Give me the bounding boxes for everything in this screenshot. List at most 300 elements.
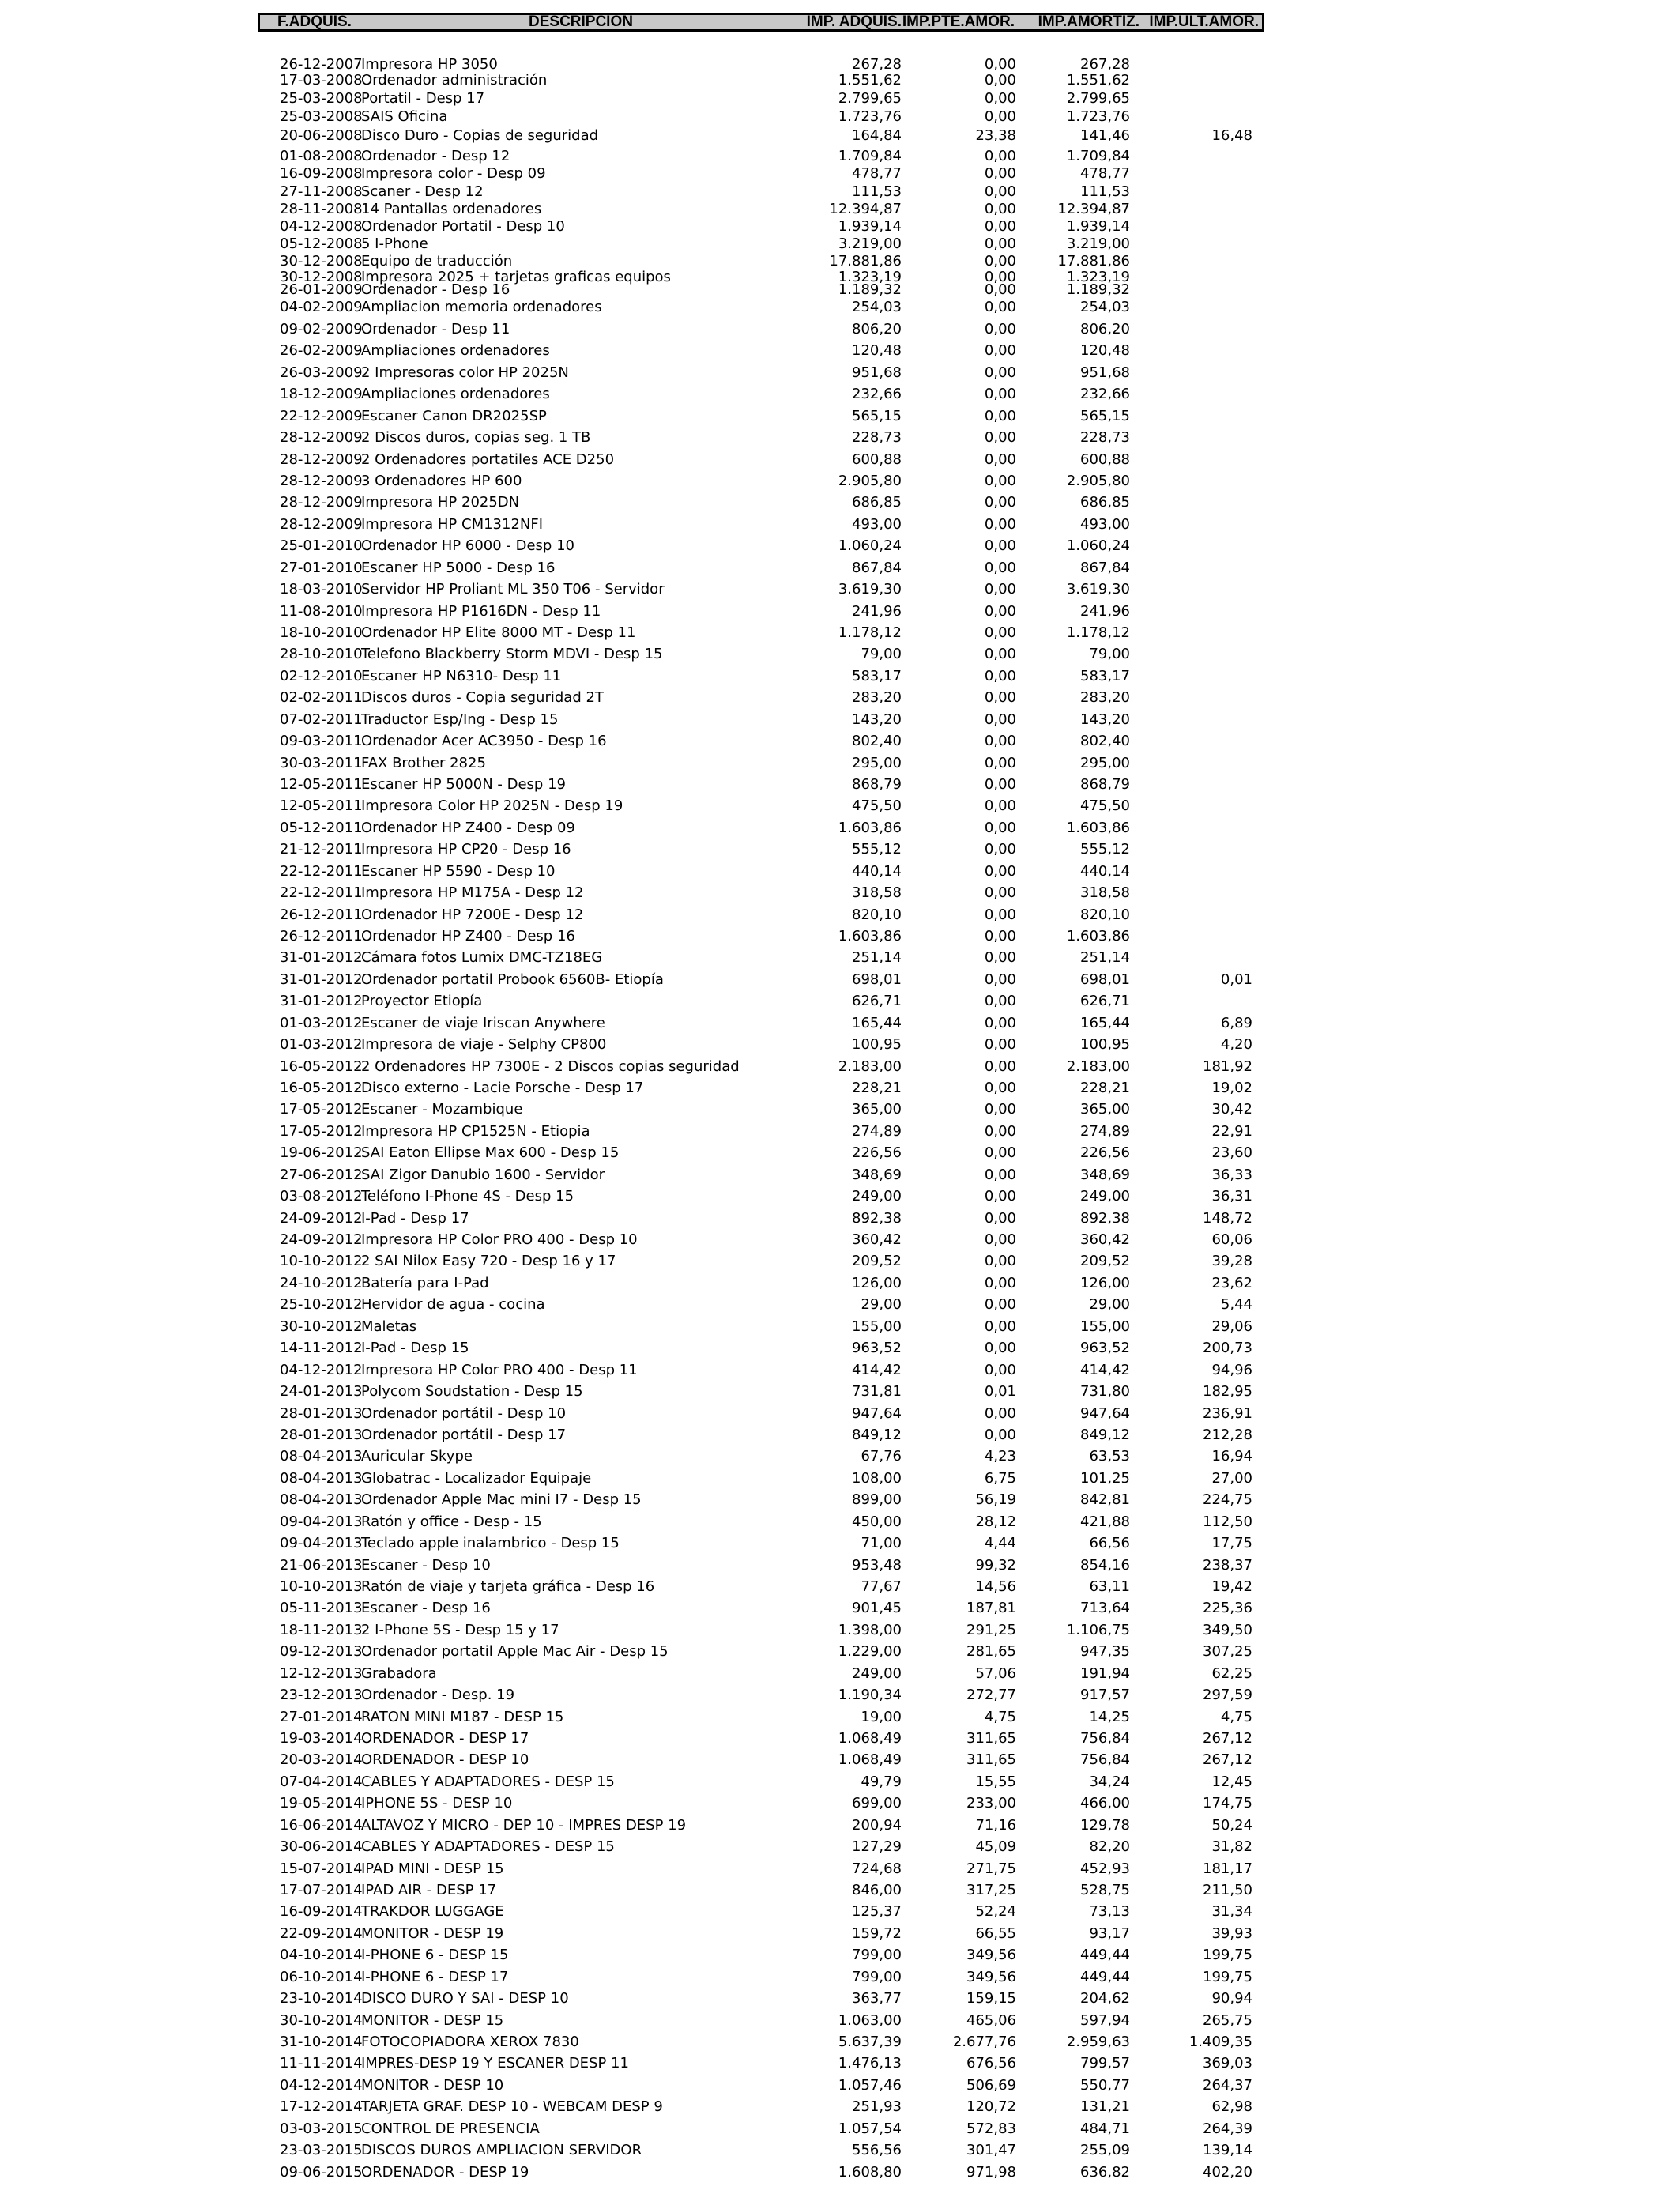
row-acquisition-amount: 125,37 (852, 1903, 902, 1920)
row-pending-amortization: 0,00 (984, 148, 1016, 164)
row-acquisition-amount: 1.603,86 (838, 928, 902, 944)
row-description: ALTAVOZ Y MICRO - DEP 10 - IMPRES DESP 19 (361, 1817, 687, 1834)
row-date: 28-12-2009 (280, 451, 363, 468)
row-acquisition-amount: 556,56 (852, 2142, 902, 2158)
row-date: 16-05-2012 (280, 1058, 363, 1075)
row-acquisition-amount: 951,68 (852, 364, 902, 381)
row-pending-amortization: 2.677,76 (952, 2034, 1016, 2050)
row-pending-amortization: 0,00 (984, 971, 1016, 988)
row-acquisition-amount: 1.057,46 (838, 2077, 902, 2094)
row-date: 23-03-2015 (280, 2142, 363, 2158)
row-amortized-amount: 449,44 (1080, 1969, 1130, 1985)
row-last-amortization: 236,91 (1203, 1405, 1252, 1422)
table-row (0, 581, 1680, 598)
row-description: Ordenador HP Z400 - Desp 09 (361, 820, 575, 836)
row-acquisition-amount: 867,84 (852, 560, 902, 576)
row-description: SAI Zigor Danubio 1600 - Servidor (361, 1167, 605, 1183)
row-last-amortization: 349,50 (1203, 1622, 1252, 1638)
row-pending-amortization: 0,00 (984, 797, 1016, 814)
row-date: 05-11-2013 (280, 1600, 363, 1616)
row-last-amortization: 36,33 (1211, 1167, 1252, 1183)
row-date: 12-05-2011 (280, 776, 363, 793)
table-row (0, 2120, 1680, 2138)
table-row (0, 949, 1680, 967)
row-acquisition-amount: 699,00 (852, 1795, 902, 1811)
row-amortized-amount: 713,64 (1080, 1600, 1130, 1616)
row-last-amortization: 182,95 (1203, 1383, 1252, 1400)
row-date: 16-06-2014 (280, 1817, 363, 1834)
row-description: Ordenador portatil Probook 6560B- Etiopía (361, 971, 664, 988)
row-last-amortization: 27,00 (1211, 1470, 1252, 1487)
row-description: Ordenador portátil - Desp 17 (361, 1427, 567, 1443)
row-acquisition-amount: 846,00 (852, 1882, 902, 1898)
table-row (0, 108, 1680, 126)
table-row (0, 1903, 1680, 1921)
row-date: 15-07-2014 (280, 1860, 363, 1877)
row-date: 28-01-2013 (280, 1405, 363, 1422)
row-acquisition-amount: 626,71 (852, 993, 902, 1009)
row-date: 05-12-2011 (280, 820, 363, 836)
row-pending-amortization: 66,55 (975, 1925, 1016, 1942)
row-description: Servidor HP Proliant ML 350 T06 - Servidor (361, 581, 665, 598)
row-description: I-PHONE 6 - DESP 17 (361, 1969, 509, 1985)
row-last-amortization: 90,94 (1211, 1990, 1252, 2007)
row-pending-amortization: 0,00 (984, 993, 1016, 1009)
row-acquisition-amount: 348,69 (852, 1167, 902, 1183)
row-last-amortization: 62,25 (1211, 1665, 1252, 1682)
row-description: SAI Eaton Ellipse Max 600 - Desp 15 (361, 1144, 620, 1161)
row-pending-amortization: 0,00 (984, 1144, 1016, 1161)
row-date: 01-03-2012 (280, 1015, 363, 1031)
row-last-amortization: 12,45 (1211, 1774, 1252, 1790)
row-amortized-amount: 14,25 (1089, 1709, 1130, 1725)
table-row (0, 1817, 1680, 1834)
row-amortized-amount: 360,42 (1080, 1231, 1130, 1248)
row-description: ORDENADOR - DESP 10 (361, 1751, 529, 1768)
table-row (0, 884, 1680, 902)
row-acquisition-amount: 493,00 (852, 516, 902, 533)
table-row (0, 516, 1680, 533)
row-date: 01-03-2012 (280, 1036, 363, 1053)
row-last-amortization: 30,42 (1211, 1101, 1252, 1118)
table-row (0, 1253, 1680, 1270)
table-row (0, 342, 1680, 360)
row-pending-amortization: 317,25 (966, 1882, 1016, 1898)
table-row (0, 537, 1680, 555)
row-amortized-amount: 283,20 (1080, 689, 1130, 706)
row-amortized-amount: 1.178,12 (1066, 624, 1130, 641)
row-date: 24-01-2013 (280, 1383, 363, 1400)
row-description: Ordenador Acer AC3950 - Desp 16 (361, 733, 607, 749)
row-date: 28-12-2009 (280, 494, 363, 511)
row-amortized-amount: 799,57 (1080, 2055, 1130, 2071)
row-last-amortization: 39,93 (1211, 1925, 1252, 1942)
row-amortized-amount: 528,75 (1080, 1882, 1130, 1898)
row-date: 11-11-2014 (280, 2055, 363, 2071)
table-row (0, 1405, 1680, 1423)
row-date: 27-06-2012 (280, 1167, 363, 1183)
row-amortized-amount: 126,00 (1080, 1275, 1130, 1291)
row-pending-amortization: 0,00 (984, 646, 1016, 662)
row-description: Teléfono I-Phone 4S - Desp 15 (361, 1188, 574, 1204)
row-date: 24-10-2012 (280, 1275, 363, 1291)
row-acquisition-amount: 868,79 (852, 776, 902, 793)
row-pending-amortization: 0,00 (984, 201, 1016, 217)
row-date: 17-07-2014 (280, 1882, 363, 1898)
row-last-amortization: 181,17 (1203, 1860, 1252, 1877)
row-pending-amortization: 0,00 (984, 1275, 1016, 1291)
row-description: Impresora HP P1616DN - Desp 11 (361, 603, 601, 620)
row-acquisition-amount: 799,00 (852, 1947, 902, 1963)
table-row (0, 1774, 1680, 1791)
row-date: 28-12-2009 (280, 429, 363, 446)
table-row (0, 1751, 1680, 1769)
row-amortized-amount: 731,80 (1080, 1383, 1130, 1400)
row-acquisition-amount: 209,52 (852, 1253, 902, 1269)
row-amortized-amount: 626,71 (1080, 993, 1130, 1009)
row-description: ORDENADOR - DESP 19 (361, 2164, 529, 2181)
row-acquisition-amount: 3.219,00 (838, 236, 902, 252)
row-date: 26-12-2011 (280, 928, 363, 944)
table-row (0, 1643, 1680, 1661)
row-last-amortization: 139,14 (1203, 2142, 1252, 2158)
row-description: MONITOR - DESP 19 (361, 1925, 504, 1942)
row-pending-amortization: 0,00 (984, 473, 1016, 489)
row-description: Ordenador - Desp 11 (361, 321, 510, 337)
row-amortized-amount: 1.723,76 (1066, 108, 1130, 125)
row-amortized-amount: 1.939,14 (1066, 218, 1130, 235)
row-date: 01-08-2008 (280, 148, 363, 164)
row-date: 03-08-2012 (280, 1188, 363, 1204)
table-row (0, 1838, 1680, 1856)
row-acquisition-amount: 1.068,49 (838, 1751, 902, 1768)
row-amortized-amount: 254,03 (1080, 299, 1130, 315)
row-acquisition-amount: 1.551,62 (838, 72, 902, 89)
table-row (0, 183, 1680, 201)
row-last-amortization: 16,94 (1211, 1448, 1252, 1465)
header-amortized-amount: IMP.AMORTIZ. (1038, 13, 1139, 30)
row-description: Ampliaciones ordenadores (361, 386, 550, 402)
row-description: Ordenador HP 7200E - Desp 12 (361, 907, 584, 923)
row-pending-amortization: 0,00 (984, 90, 1016, 107)
row-last-amortization: 267,12 (1203, 1751, 1252, 1768)
row-description: FAX Brother 2825 (361, 755, 486, 771)
row-pending-amortization: 281,65 (966, 1643, 1016, 1660)
row-acquisition-amount: 799,00 (852, 1969, 902, 1985)
row-acquisition-amount: 414,42 (852, 1362, 902, 1378)
row-date: 20-06-2008 (280, 127, 363, 144)
row-description: Telefono Blackberry Storm MDVI - Desp 15 (361, 646, 663, 662)
row-last-amortization: 264,39 (1203, 2120, 1252, 2137)
row-description: IPAD MINI - DESP 15 (361, 1860, 504, 1877)
row-description: Impresora Color HP 2025N - Desp 19 (361, 797, 623, 814)
row-description: IMPRES-DESP 19 Y ESCANER DESP 11 (361, 2055, 629, 2071)
row-date: 27-11-2008 (280, 183, 363, 200)
row-acquisition-amount: 251,93 (852, 2098, 902, 2115)
table-row (0, 1882, 1680, 1899)
row-date: 30-10-2014 (280, 2012, 363, 2029)
row-description: Escaner - Mozambique (361, 1101, 523, 1118)
row-date: 09-06-2015 (280, 2164, 363, 2181)
row-pending-amortization: 0,00 (984, 755, 1016, 771)
row-last-amortization: 199,75 (1203, 1947, 1252, 1963)
table-row (0, 2077, 1680, 2094)
row-description: Ordenador HP Z400 - Desp 16 (361, 928, 575, 944)
table-row (0, 1015, 1680, 1032)
row-date: 28-12-2009 (280, 516, 363, 533)
row-last-amortization: 181,92 (1203, 1058, 1252, 1075)
row-pending-amortization: 0,00 (984, 269, 1016, 285)
row-acquisition-amount: 2.183,00 (838, 1058, 902, 1075)
row-pending-amortization: 272,77 (966, 1687, 1016, 1703)
row-pending-amortization: 0,00 (984, 1362, 1016, 1378)
row-amortized-amount: 917,57 (1080, 1687, 1130, 1703)
table-row (0, 797, 1680, 815)
row-pending-amortization: 0,00 (984, 516, 1016, 533)
header-last-amortization: IMP.ULT.AMOR. (1149, 13, 1259, 30)
row-last-amortization: 4,75 (1220, 1709, 1252, 1725)
row-acquisition-amount: 365,00 (852, 1101, 902, 1118)
row-date: 30-06-2014 (280, 1838, 363, 1855)
row-description: Globatrac - Localizador Equipaje (361, 1470, 592, 1487)
table-row (0, 2055, 1680, 2072)
table-row (0, 1730, 1680, 1747)
row-acquisition-amount: 1.068,49 (838, 1730, 902, 1747)
row-description: Impresora HP CP1525N - Etiopia (361, 1123, 590, 1140)
row-pending-amortization: 15,55 (975, 1774, 1016, 1790)
table-row (0, 1188, 1680, 1205)
row-last-amortization: 267,12 (1203, 1730, 1252, 1747)
table-row (0, 321, 1680, 338)
row-description: Discos duros - Copia seguridad 2T (361, 689, 604, 706)
row-last-amortization: 5,44 (1220, 1296, 1252, 1313)
row-amortized-amount: 63,11 (1089, 1578, 1130, 1595)
row-date: 25-03-2008 (280, 90, 363, 107)
row-date: 11-08-2010 (280, 603, 363, 620)
table-row (0, 1101, 1680, 1118)
row-acquisition-amount: 947,64 (852, 1405, 902, 1422)
row-description: Batería para I-Pad (361, 1275, 489, 1291)
row-amortized-amount: 600,88 (1080, 451, 1130, 468)
row-amortized-amount: 449,44 (1080, 1947, 1130, 1963)
table-row (0, 603, 1680, 620)
row-date: 17-12-2014 (280, 2098, 363, 2115)
row-acquisition-amount: 241,96 (852, 603, 902, 620)
row-description: FOTOCOPIADORA XEROX 7830 (361, 2034, 579, 2050)
row-pending-amortization: 0,00 (984, 386, 1016, 402)
table-row (0, 1600, 1680, 1617)
row-date: 04-02-2009 (280, 299, 363, 315)
row-date: 27-01-2010 (280, 560, 363, 576)
row-pending-amortization: 271,75 (966, 1860, 1016, 1877)
row-pending-amortization: 4,23 (984, 1448, 1016, 1465)
row-date: 23-12-2013 (280, 1687, 363, 1703)
row-date: 22-12-2011 (280, 863, 363, 880)
row-date: 09-03-2011 (280, 733, 363, 749)
row-acquisition-amount: 120,48 (852, 342, 902, 359)
row-acquisition-amount: 254,03 (852, 299, 902, 315)
row-description: Ordenador - Desp 12 (361, 148, 510, 164)
row-date: 03-03-2015 (280, 2120, 363, 2137)
row-amortized-amount: 101,25 (1080, 1470, 1130, 1487)
row-amortized-amount: 318,58 (1080, 884, 1130, 901)
row-amortized-amount: 555,12 (1080, 841, 1130, 858)
row-amortized-amount: 947,35 (1080, 1643, 1130, 1660)
row-acquisition-amount: 295,00 (852, 755, 902, 771)
row-description: Ordenador HP 6000 - Desp 10 (361, 537, 574, 554)
row-last-amortization: 297,59 (1203, 1687, 1252, 1703)
row-amortized-amount: 756,84 (1080, 1730, 1130, 1747)
row-description: Maletas (361, 1318, 417, 1335)
row-last-amortization: 94,96 (1211, 1362, 1252, 1378)
row-pending-amortization: 23,38 (975, 127, 1016, 144)
row-pending-amortization: 0,00 (984, 108, 1016, 125)
row-description: Impresora 2025 + tarjetas graficas equipos (361, 269, 671, 285)
row-amortized-amount: 232,66 (1080, 386, 1130, 402)
table-row (0, 863, 1680, 880)
row-date: 28-12-2009 (280, 473, 363, 489)
row-pending-amortization: 0,00 (984, 841, 1016, 858)
row-pending-amortization: 14,56 (975, 1578, 1016, 1595)
row-date: 30-10-2012 (280, 1318, 363, 1335)
table-row (0, 473, 1680, 490)
table-row (0, 1036, 1680, 1054)
row-description: Polycom Soudstation - Desp 15 (361, 1383, 583, 1400)
row-acquisition-amount: 19,00 (861, 1709, 902, 1725)
row-pending-amortization: 99,32 (975, 1557, 1016, 1574)
table-row (0, 1514, 1680, 1531)
row-amortized-amount: 698,01 (1080, 971, 1130, 988)
row-description: Ordenador Apple Mac mini I7 - Desp 15 (361, 1491, 642, 1508)
table-row (0, 148, 1680, 165)
row-amortized-amount: 155,00 (1080, 1318, 1130, 1335)
row-description: Traductor Esp/Ing - Desp 15 (361, 711, 559, 728)
row-acquisition-amount: 77,67 (861, 1578, 902, 1595)
row-amortized-amount: 756,84 (1080, 1751, 1130, 1768)
table-row (0, 299, 1680, 316)
row-description: TARJETA GRAF. DESP 10 - WEBCAM DESP 9 (361, 2098, 663, 2115)
row-amortized-amount: 17.881,86 (1057, 253, 1130, 270)
row-date: 18-11-2013 (280, 1622, 363, 1638)
row-last-amortization: 31,34 (1211, 1903, 1252, 1920)
row-date: 12-05-2011 (280, 797, 363, 814)
row-acquisition-amount: 1.063,00 (838, 2012, 902, 2029)
row-amortized-amount: 1.189,32 (1066, 281, 1130, 298)
table-row (0, 993, 1680, 1010)
table-row (0, 429, 1680, 447)
table-row (0, 1578, 1680, 1596)
row-pending-amortization: 0,01 (984, 1383, 1016, 1400)
row-description: Escaner HP 5000 - Desp 16 (361, 560, 556, 576)
table-row (0, 733, 1680, 750)
row-acquisition-amount: 100,95 (852, 1036, 902, 1053)
row-last-amortization: 16,48 (1211, 127, 1252, 144)
row-acquisition-amount: 127,29 (852, 1838, 902, 1855)
row-amortized-amount: 251,14 (1080, 949, 1130, 966)
row-pending-amortization: 0,00 (984, 236, 1016, 252)
row-amortized-amount: 131,21 (1080, 2098, 1130, 2115)
row-pending-amortization: 120,72 (966, 2098, 1016, 2115)
row-acquisition-amount: 126,00 (852, 1275, 902, 1291)
row-amortized-amount: 63,53 (1089, 1448, 1130, 1465)
row-date: 26-03-2009 (280, 364, 363, 381)
row-date: 09-02-2009 (280, 321, 363, 337)
row-amortized-amount: 867,84 (1080, 560, 1130, 576)
row-date: 30-12-2008 (280, 269, 363, 285)
row-pending-amortization: 0,00 (984, 321, 1016, 337)
row-pending-amortization: 971,98 (966, 2164, 1016, 2181)
row-last-amortization: 17,75 (1211, 1535, 1252, 1551)
table-row (0, 1123, 1680, 1140)
row-description: Escaner HP 5000N - Desp 19 (361, 776, 566, 793)
row-pending-amortization: 0,00 (984, 668, 1016, 684)
row-description: Teclado apple inalambrico - Desp 15 (361, 1535, 620, 1551)
row-pending-amortization: 71,16 (975, 1817, 1016, 1834)
row-pending-amortization: 0,00 (984, 581, 1016, 598)
row-pending-amortization: 0,00 (984, 281, 1016, 298)
row-amortized-amount: 686,85 (1080, 494, 1130, 511)
row-amortized-amount: 141,46 (1080, 127, 1130, 144)
row-amortized-amount: 228,73 (1080, 429, 1130, 446)
table-row (0, 364, 1680, 382)
row-last-amortization: 402,20 (1203, 2164, 1252, 2181)
row-last-amortization: 62,98 (1211, 2098, 1252, 2115)
row-amortized-amount: 120,48 (1080, 342, 1130, 359)
row-date: 19-03-2014 (280, 1730, 363, 1747)
row-acquisition-amount: 67,76 (861, 1448, 902, 1465)
row-description: Impresora HP CP20 - Desp 16 (361, 841, 571, 858)
row-pending-amortization: 0,00 (984, 1058, 1016, 1075)
row-amortized-amount: 82,20 (1089, 1838, 1130, 1855)
row-amortized-amount: 475,50 (1080, 797, 1130, 814)
table-row (0, 1058, 1680, 1076)
row-acquisition-amount: 283,20 (852, 689, 902, 706)
row-date: 10-10-2012 (280, 1253, 363, 1269)
row-last-amortization: 19,02 (1211, 1080, 1252, 1096)
row-pending-amortization: 0,00 (984, 1123, 1016, 1140)
row-date: 17-03-2008 (280, 72, 363, 89)
table-row (0, 928, 1680, 945)
row-amortized-amount: 478,77 (1080, 165, 1130, 182)
row-acquisition-amount: 724,68 (852, 1860, 902, 1877)
row-amortized-amount: 583,17 (1080, 668, 1130, 684)
table-row (0, 841, 1680, 858)
row-description: Escaner Canon DR2025SP (361, 408, 547, 424)
row-amortized-amount: 484,71 (1080, 2120, 1130, 2137)
row-acquisition-amount: 267,28 (852, 56, 902, 73)
row-amortized-amount: 440,14 (1080, 863, 1130, 880)
row-acquisition-amount: 478,77 (852, 165, 902, 182)
row-last-amortization: 225,36 (1203, 1600, 1252, 1616)
row-acquisition-amount: 1.723,76 (838, 108, 902, 125)
row-acquisition-amount: 899,00 (852, 1491, 902, 1508)
row-acquisition-amount: 5.637,39 (838, 2034, 902, 2050)
table-row (0, 494, 1680, 511)
row-date: 19-05-2014 (280, 1795, 363, 1811)
row-pending-amortization: 349,56 (966, 1947, 1016, 1963)
row-acquisition-amount: 226,56 (852, 1144, 902, 1161)
row-pending-amortization: 0,00 (984, 72, 1016, 89)
row-date: 08-04-2013 (280, 1448, 363, 1465)
row-description: Grabadora (361, 1665, 437, 1682)
table-row (0, 711, 1680, 729)
row-date: 30-03-2011 (280, 755, 363, 771)
row-date: 28-11-2008 (280, 201, 363, 217)
row-acquisition-amount: 1.229,00 (838, 1643, 902, 1660)
row-amortized-amount: 191,94 (1080, 1665, 1130, 1682)
row-last-amortization: 174,75 (1203, 1795, 1252, 1811)
row-description: Proyector Etiopía (361, 993, 483, 1009)
